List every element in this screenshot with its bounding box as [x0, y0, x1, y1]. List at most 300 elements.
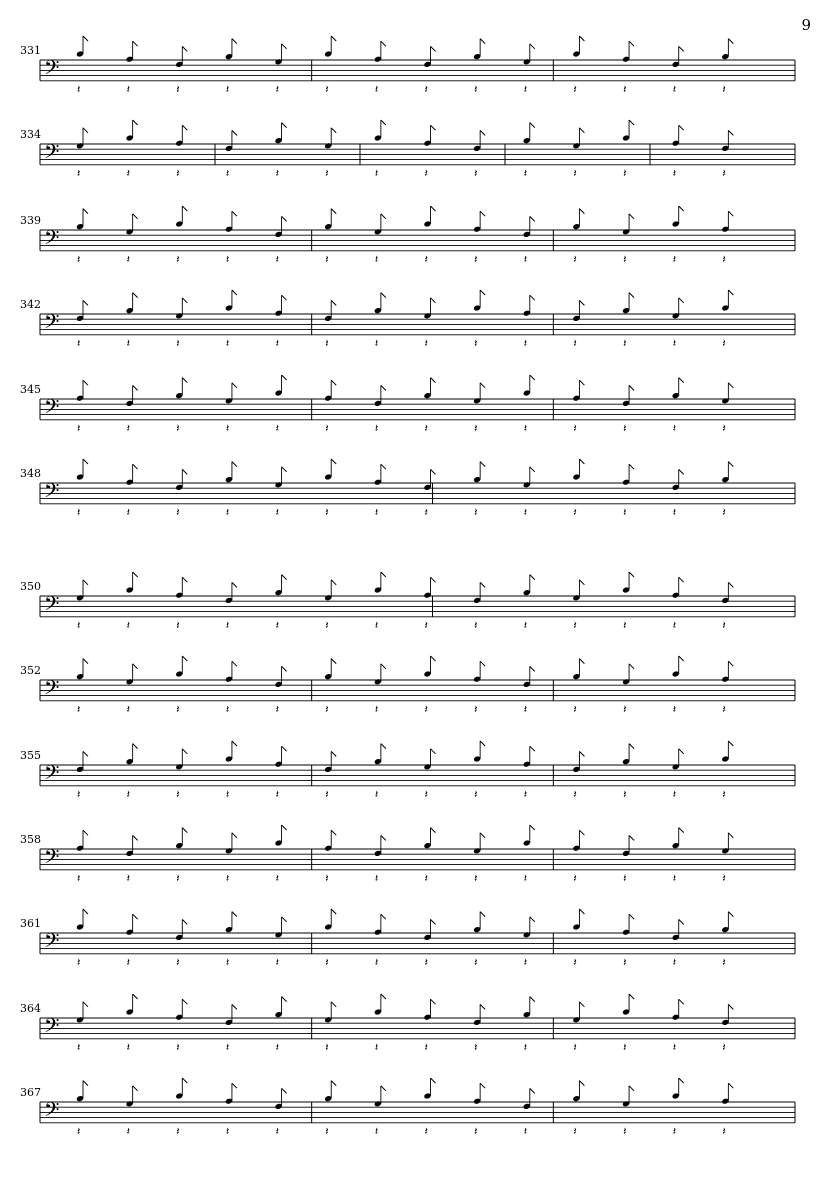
- rest-icon: 𝄽: [325, 702, 329, 716]
- note-flag: [232, 741, 237, 746]
- note-flag: [282, 666, 287, 671]
- note-flag: [282, 575, 287, 580]
- note-flag: [381, 835, 386, 840]
- note-flag: [480, 582, 485, 587]
- rest-icon: 𝄽: [672, 252, 677, 266]
- rest-icon: 𝄽: [424, 82, 428, 96]
- note-flag: [530, 295, 535, 300]
- note-flag: [728, 661, 733, 666]
- note-flag: [629, 385, 634, 390]
- rest-icon: 𝄽: [77, 505, 81, 519]
- note-flag: [83, 209, 88, 214]
- rest-icon: 𝄽: [623, 82, 627, 96]
- rest-icon: 𝄽: [424, 336, 428, 350]
- rest-icon: 𝄽: [176, 82, 180, 96]
- note-flag: [728, 1083, 733, 1088]
- bass-clef-icon: 𝄢: [44, 1014, 60, 1042]
- note-flag: [431, 577, 436, 582]
- note-flag: [182, 206, 187, 211]
- note-flag: [629, 464, 634, 469]
- rest-icon: 𝄽: [573, 336, 577, 350]
- rest-icon: 𝄽: [126, 336, 131, 350]
- bass-clef-icon: 𝄢: [44, 592, 60, 620]
- note-flag: [679, 749, 684, 754]
- note-flag: [728, 741, 733, 746]
- note-flag: [182, 469, 187, 474]
- rest-icon: 𝄽: [523, 336, 528, 350]
- note-flag: [331, 1002, 336, 1007]
- rest-icon: 𝄽: [126, 955, 131, 969]
- rest-icon: 𝄽: [623, 618, 627, 632]
- rest-icon: 𝄽: [722, 336, 726, 350]
- note-flag: [232, 130, 237, 135]
- rest-icon: 𝄽: [474, 955, 478, 969]
- rest-icon: 𝄽: [176, 871, 180, 885]
- note-flag: [83, 36, 88, 41]
- note-flag: [282, 375, 287, 380]
- rest-icon: 𝄽: [176, 421, 180, 435]
- rest-icon: 𝄽: [523, 787, 528, 801]
- note-flag: [133, 914, 138, 919]
- note-flag: [381, 994, 386, 999]
- rest-icon: 𝄽: [176, 618, 180, 632]
- rest-icon: 𝄽: [523, 421, 528, 435]
- rest-icon: 𝄽: [126, 252, 131, 266]
- note-flag: [232, 661, 237, 666]
- rest-icon: 𝄽: [275, 787, 279, 801]
- note-flag: [381, 385, 386, 390]
- bass-clef-icon: 𝄢: [44, 761, 60, 789]
- note-flag: [381, 120, 386, 125]
- page-number: 9: [801, 16, 811, 34]
- rest-icon: 𝄽: [474, 1040, 478, 1054]
- note-flag: [728, 211, 733, 216]
- rest-icon: 𝄽: [275, 421, 279, 435]
- note-flag: [480, 912, 485, 917]
- note-flag: [679, 828, 684, 833]
- rest-icon: 𝄽: [573, 421, 577, 435]
- note-flag: [431, 206, 436, 211]
- note-flag: [182, 378, 187, 383]
- note-flag: [629, 572, 634, 577]
- rest-icon: 𝄽: [77, 787, 81, 801]
- rest-icon: 𝄽: [623, 166, 627, 180]
- note-flag: [480, 290, 485, 295]
- rest-icon: 𝄽: [176, 505, 180, 519]
- note-flag: [282, 295, 287, 300]
- note-flag: [480, 211, 485, 216]
- rest-icon: 𝄽: [275, 336, 279, 350]
- rest-icon: 𝄽: [573, 505, 577, 519]
- note-flag: [133, 464, 138, 469]
- rest-icon: 𝄽: [722, 82, 726, 96]
- rest-icon: 𝄽: [722, 787, 726, 801]
- note-flag: [331, 128, 336, 133]
- note-flag: [480, 833, 485, 838]
- note-flag: [282, 467, 287, 472]
- note-flag: [728, 912, 733, 917]
- note-flag: [83, 1002, 88, 1007]
- bass-clef-icon: 𝄢: [44, 1098, 60, 1126]
- note-flag: [331, 209, 336, 214]
- note-flag: [182, 828, 187, 833]
- bass-clef-icon: 𝄢: [44, 676, 60, 704]
- rest-icon: 𝄽: [424, 421, 428, 435]
- note-flag: [133, 835, 138, 840]
- bass-clef-icon: 𝄢: [44, 56, 60, 84]
- note-flag: [431, 46, 436, 51]
- note-flag: [728, 833, 733, 838]
- bass-clef-icon: 𝄢: [44, 140, 60, 168]
- note-flag: [629, 994, 634, 999]
- note-flag: [282, 825, 287, 830]
- note-flag: [331, 459, 336, 464]
- note-flag: [331, 300, 336, 305]
- rest-icon: 𝄽: [722, 166, 726, 180]
- rest-icon: 𝄽: [126, 82, 131, 96]
- note-flag: [182, 577, 187, 582]
- note-flag: [679, 919, 684, 924]
- note-flag: [83, 659, 88, 664]
- note-flag: [629, 41, 634, 46]
- note-flag: [83, 830, 88, 835]
- rest-icon: 𝄽: [225, 618, 230, 632]
- rest-icon: 𝄽: [722, 871, 726, 885]
- note-flag: [530, 917, 535, 922]
- rest-icon: 𝄽: [225, 82, 230, 96]
- rest-icon: 𝄽: [374, 82, 379, 96]
- rest-icon: 𝄽: [623, 1124, 627, 1138]
- rest-icon: 𝄽: [225, 252, 230, 266]
- note-flag: [133, 572, 138, 577]
- note-flag: [530, 375, 535, 380]
- measure-number: 361: [20, 917, 41, 930]
- note-flag: [282, 123, 287, 128]
- rest-icon: 𝄽: [225, 787, 230, 801]
- rest-icon: 𝄽: [374, 1040, 379, 1054]
- note-flag: [133, 120, 138, 125]
- measure-number: 352: [20, 664, 41, 677]
- rest-icon: 𝄽: [424, 166, 428, 180]
- rest-icon: 𝄽: [722, 252, 726, 266]
- note-flag: [232, 1083, 237, 1088]
- rest-icon: 𝄽: [275, 505, 279, 519]
- rest-icon: 𝄽: [126, 421, 131, 435]
- measure-number: 331: [20, 44, 41, 57]
- note-flag: [431, 378, 436, 383]
- measure-number: 364: [20, 1002, 41, 1015]
- bass-clef-icon: 𝄢: [44, 310, 60, 338]
- note-flag: [83, 1081, 88, 1086]
- rest-icon: 𝄽: [623, 252, 627, 266]
- measure-number: 358: [20, 833, 41, 846]
- note-flag: [133, 293, 138, 298]
- rest-icon: 𝄽: [573, 1124, 577, 1138]
- rest-icon: 𝄽: [77, 336, 81, 350]
- note-flag: [629, 835, 634, 840]
- rest-icon: 𝄽: [722, 618, 726, 632]
- rest-icon: 𝄽: [325, 252, 329, 266]
- rest-icon: 𝄽: [573, 702, 577, 716]
- note-flag: [480, 39, 485, 44]
- note-flag: [83, 380, 88, 385]
- rest-icon: 𝄽: [126, 166, 131, 180]
- rest-icon: 𝄽: [176, 336, 180, 350]
- rest-icon: 𝄽: [225, 955, 230, 969]
- rest-icon: 𝄽: [225, 1040, 230, 1054]
- note-flag: [480, 741, 485, 746]
- rest-icon: 𝄽: [573, 955, 577, 969]
- rest-icon: 𝄽: [325, 421, 329, 435]
- rest-icon: 𝄽: [474, 166, 478, 180]
- note-flag: [381, 664, 386, 669]
- measure-number: 355: [20, 749, 41, 762]
- rest-icon: 𝄽: [77, 702, 81, 716]
- note-flag: [480, 383, 485, 388]
- rest-icon: 𝄽: [672, 618, 677, 632]
- rest-icon: 𝄽: [424, 702, 428, 716]
- note-flag: [431, 1078, 436, 1083]
- note-flag: [232, 290, 237, 295]
- rest-icon: 𝄽: [474, 505, 478, 519]
- rest-icon: 𝄽: [225, 166, 230, 180]
- note-flag: [381, 464, 386, 469]
- rest-icon: 𝄽: [623, 871, 627, 885]
- rest-icon: 𝄽: [275, 1040, 279, 1054]
- rest-icon: 𝄽: [623, 955, 627, 969]
- note-flag: [579, 459, 584, 464]
- rest-icon: 𝄽: [77, 871, 81, 885]
- note-flag: [530, 575, 535, 580]
- rest-icon: 𝄽: [176, 1040, 180, 1054]
- note-flag: [579, 209, 584, 214]
- note-flag: [480, 1004, 485, 1009]
- note-flag: [579, 300, 584, 305]
- note-flag: [232, 383, 237, 388]
- rest-icon: 𝄽: [424, 1124, 428, 1138]
- rest-icon: 𝄽: [126, 1040, 131, 1054]
- note-flag: [133, 664, 138, 669]
- rest-icon: 𝄽: [474, 787, 478, 801]
- rest-icon: 𝄽: [374, 252, 379, 266]
- note-flag: [331, 659, 336, 664]
- note-flag: [530, 44, 535, 49]
- rest-icon: 𝄽: [176, 787, 180, 801]
- note-flag: [282, 746, 287, 751]
- rest-icon: 𝄽: [474, 336, 478, 350]
- rest-icon: 𝄽: [77, 166, 81, 180]
- note-flag: [182, 1078, 187, 1083]
- note-flag: [579, 128, 584, 133]
- note-flag: [232, 39, 237, 44]
- rest-icon: 𝄽: [623, 336, 627, 350]
- rest-icon: 𝄽: [672, 1040, 677, 1054]
- rest-icon: 𝄽: [176, 1124, 180, 1138]
- note-flag: [530, 746, 535, 751]
- note-flag: [679, 298, 684, 303]
- rest-icon: 𝄽: [722, 1124, 726, 1138]
- note-flag: [480, 661, 485, 666]
- rest-icon: 𝄽: [325, 505, 329, 519]
- note-flag: [232, 462, 237, 467]
- note-flag: [679, 206, 684, 211]
- note-flag: [331, 751, 336, 756]
- note-flag: [728, 582, 733, 587]
- rest-icon: 𝄽: [275, 618, 279, 632]
- rest-icon: 𝄽: [573, 166, 577, 180]
- rest-icon: 𝄽: [374, 787, 379, 801]
- bass-clef-icon: 𝄢: [44, 845, 60, 873]
- rest-icon: 𝄽: [722, 505, 726, 519]
- rest-icon: 𝄽: [225, 421, 230, 435]
- rest-icon: 𝄽: [623, 1040, 627, 1054]
- rest-icon: 𝄽: [275, 702, 279, 716]
- note-flag: [381, 572, 386, 577]
- note-flag: [579, 659, 584, 664]
- note-flag: [83, 580, 88, 585]
- rest-icon: 𝄽: [672, 787, 677, 801]
- rest-icon: 𝄽: [424, 505, 428, 519]
- rest-icon: 𝄽: [77, 1040, 81, 1054]
- rest-icon: 𝄽: [474, 1124, 478, 1138]
- note-flag: [381, 41, 386, 46]
- note-flag: [530, 123, 535, 128]
- note-flag: [133, 385, 138, 390]
- note-flag: [331, 380, 336, 385]
- note-flag: [282, 1088, 287, 1093]
- rest-icon: 𝄽: [424, 787, 428, 801]
- rest-icon: 𝄽: [523, 1040, 528, 1054]
- rest-icon: 𝄽: [374, 618, 379, 632]
- rest-icon: 𝄽: [325, 1040, 329, 1054]
- rest-icon: 𝄽: [374, 955, 379, 969]
- rest-icon: 𝄽: [275, 252, 279, 266]
- note-flag: [133, 1086, 138, 1091]
- note-flag: [579, 830, 584, 835]
- note-flag: [579, 580, 584, 585]
- rest-icon: 𝄽: [325, 955, 329, 969]
- rest-icon: 𝄽: [176, 955, 180, 969]
- rest-icon: 𝄽: [424, 955, 428, 969]
- note-flag: [728, 290, 733, 295]
- note-flag: [133, 214, 138, 219]
- note-flag: [629, 1086, 634, 1091]
- note-flag: [431, 469, 436, 474]
- note-flag: [282, 216, 287, 221]
- note-flag: [431, 828, 436, 833]
- note-flag: [579, 1081, 584, 1086]
- rest-icon: 𝄽: [325, 618, 329, 632]
- rest-icon: 𝄽: [474, 618, 478, 632]
- rest-icon: 𝄽: [672, 1124, 677, 1138]
- rest-icon: 𝄽: [474, 252, 478, 266]
- rest-icon: 𝄽: [722, 421, 726, 435]
- rest-icon: 𝄽: [77, 1124, 81, 1138]
- rest-icon: 𝄽: [474, 702, 478, 716]
- rest-icon: 𝄽: [374, 505, 379, 519]
- rest-icon: 𝄽: [672, 871, 677, 885]
- note-flag: [381, 214, 386, 219]
- rest-icon: 𝄽: [672, 505, 677, 519]
- note-flag: [579, 36, 584, 41]
- note-flag: [133, 994, 138, 999]
- rest-icon: 𝄽: [523, 166, 528, 180]
- rest-icon: 𝄽: [275, 1124, 279, 1138]
- note-flag: [629, 120, 634, 125]
- bass-clef-icon: 𝄢: [44, 929, 60, 957]
- rest-icon: 𝄽: [374, 871, 379, 885]
- rest-icon: 𝄽: [275, 82, 279, 96]
- note-flag: [83, 128, 88, 133]
- note-flag: [480, 1083, 485, 1088]
- note-flag: [679, 999, 684, 1004]
- note-flag: [381, 744, 386, 749]
- note-flag: [182, 656, 187, 661]
- note-flag: [182, 999, 187, 1004]
- rest-icon: 𝄽: [474, 421, 478, 435]
- rest-icon: 𝄽: [672, 82, 677, 96]
- rest-icon: 𝄽: [672, 421, 677, 435]
- rest-icon: 𝄽: [126, 618, 131, 632]
- rest-icon: 𝄽: [126, 1124, 131, 1138]
- bass-clef-icon: 𝄢: [44, 226, 60, 254]
- note-flag: [679, 46, 684, 51]
- rest-icon: 𝄽: [225, 702, 230, 716]
- note-flag: [728, 130, 733, 135]
- note-flag: [530, 1088, 535, 1093]
- rest-icon: 𝄽: [374, 421, 379, 435]
- note-flag: [133, 744, 138, 749]
- bass-clef-icon: 𝄢: [44, 479, 60, 507]
- note-flag: [431, 749, 436, 754]
- rest-icon: 𝄽: [672, 336, 677, 350]
- rest-icon: 𝄽: [623, 787, 627, 801]
- note-flag: [728, 383, 733, 388]
- rest-icon: 𝄽: [672, 166, 677, 180]
- note-flag: [679, 1078, 684, 1083]
- note-flag: [133, 41, 138, 46]
- rest-icon: 𝄽: [77, 955, 81, 969]
- rest-icon: 𝄽: [523, 252, 528, 266]
- rest-icon: 𝄽: [275, 955, 279, 969]
- rest-icon: 𝄽: [325, 787, 329, 801]
- note-flag: [381, 293, 386, 298]
- measure-number: 339: [20, 214, 41, 227]
- measure-number: 348: [20, 467, 41, 480]
- note-flag: [431, 919, 436, 924]
- bass-clef-icon: 𝄢: [44, 395, 60, 423]
- note-flag: [232, 833, 237, 838]
- rest-icon: 𝄽: [623, 702, 627, 716]
- rest-icon: 𝄽: [623, 505, 627, 519]
- rest-icon: 𝄽: [77, 618, 81, 632]
- measure-number: 342: [20, 298, 41, 311]
- rest-icon: 𝄽: [474, 82, 478, 96]
- rest-icon: 𝄽: [225, 505, 230, 519]
- rest-icon: 𝄽: [126, 787, 131, 801]
- note-flag: [480, 130, 485, 135]
- note-flag: [331, 909, 336, 914]
- note-flag: [381, 914, 386, 919]
- rest-icon: 𝄽: [374, 1124, 379, 1138]
- rest-icon: 𝄽: [325, 336, 329, 350]
- rest-icon: 𝄽: [722, 1040, 726, 1054]
- note-flag: [679, 656, 684, 661]
- note-flag: [182, 125, 187, 130]
- note-flag: [182, 46, 187, 51]
- rest-icon: 𝄽: [275, 166, 279, 180]
- note-flag: [83, 909, 88, 914]
